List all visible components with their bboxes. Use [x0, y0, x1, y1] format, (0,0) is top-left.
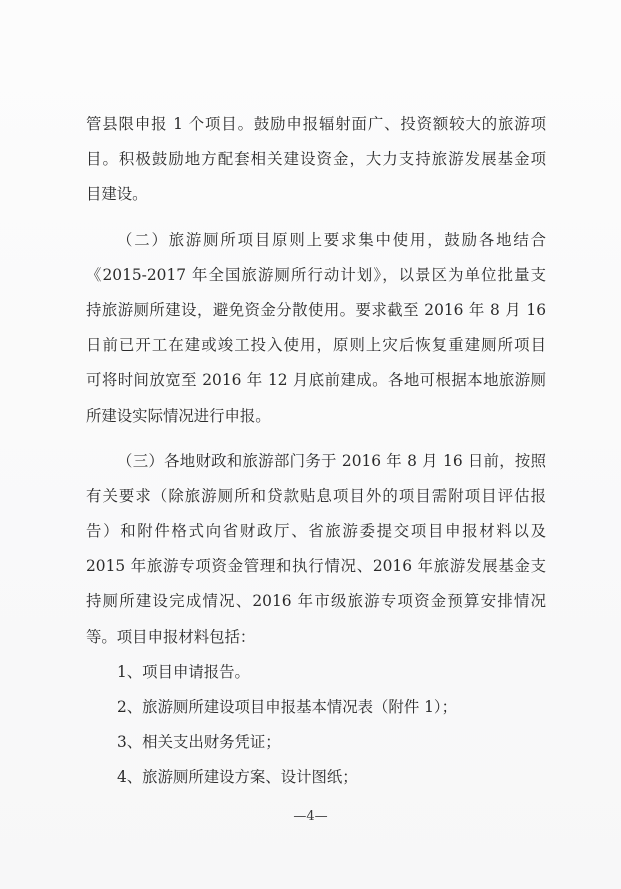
list-item: 2、旅游厕所建设项目申报基本情况表（附件 1）； [117, 698, 457, 716]
text-line: 目。积极鼓励地方配套相关建设资金，大力支持旅游发展基金项 [86, 150, 546, 169]
list-item: 3、相关支出财务凭证； [117, 733, 281, 752]
list-item: 1、项目申请报告。 [117, 662, 250, 681]
text-line: 持旅游厕所建设，避免资金分散使用。要求截至 2016 年 8 月 16 [86, 300, 546, 319]
text-line: （三）各地财政和旅游部门务于 2016 年 8 月 16 日前，按照 [117, 451, 546, 470]
paragraph-3 [86, 444, 546, 655]
text-line: 可将时间放宽至 2016 年 12 月底前建成。各地可根据本地旅游厕 [86, 371, 546, 390]
text-line: 《2015-2017 年全国旅游厕所行动计划》，以景区为单位批量支 [86, 265, 546, 284]
paragraph-2 [86, 223, 546, 434]
paragraph-1 [86, 107, 546, 213]
materials-list [86, 655, 546, 796]
document-body [86, 107, 546, 796]
text-line: （二）旅游厕所项目原则上要求集中使用，鼓励各地结合 [117, 230, 546, 249]
list-item: 4、旅游厕所建设方案、设计图纸； [117, 768, 358, 787]
text-line: 2015 年旅游专项资金管理和执行情况、2016 年旅游发展基金支 [86, 557, 546, 576]
text-line: 告）和附件格式向省财政厅、省旅游委提交项目申报材料以及 [86, 522, 546, 541]
text-line: 持厕所建设完成情况、2016 年市级旅游专项资金预算安排情况 [86, 592, 546, 611]
text-line: 所建设实际情况进行申报。 [86, 406, 271, 425]
text-line: 目建设。 [86, 185, 148, 204]
text-line: 有关要求（除旅游厕所和贷款贴息项目外的项目需附项目评估报 [86, 486, 546, 505]
text-line: 管县限申报 1 个项目。鼓励申报辐射面广、投资额较大的旅游项 [86, 115, 546, 133]
text-line: 日前已开工在建或竣工投入使用，原则上灾后恢复重建厕所项目 [86, 336, 546, 355]
text-line: 等。项目申报材料包括： [86, 627, 256, 646]
page-number: —4— [293, 809, 328, 824]
